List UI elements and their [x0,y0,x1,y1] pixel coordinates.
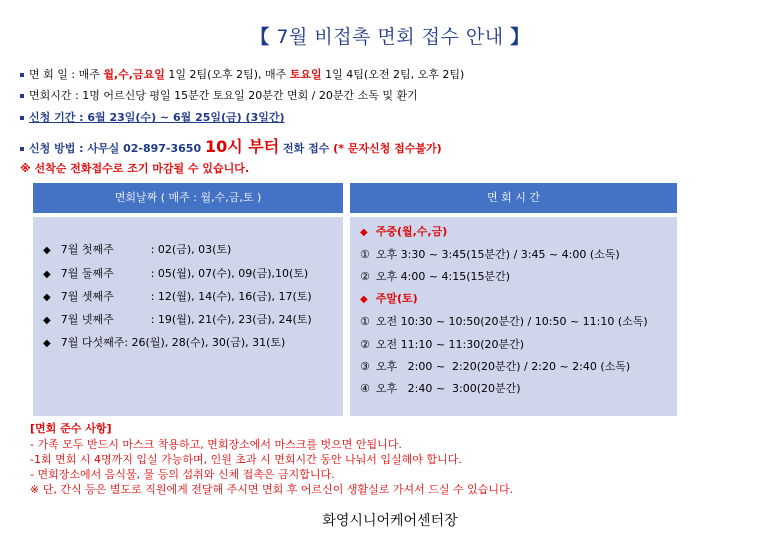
footer-signature: 화영시니어케어센터장 [322,513,458,529]
week-row: ◆ 7월 셋째주 : 12(월), 14(수), 16(금), 17(토) [43,290,312,303]
title-close-bracket: 】 [510,26,530,48]
info-apply-period: 신청 기간 : 6월 23일(수) ~ 6월 25일(금) (3일간) [20,109,285,125]
week-row: ◆ 7월 둘째주 : 05(월), 07(수), 09(금),10(토) [43,267,309,280]
time-slot: ① 오후 3:30 ~ 3:45(15분간) / 3:45 ~ 4:00 (소독) [360,248,620,261]
rules-title: [면회 준수 사항] [30,422,112,435]
left-panel-header: 면회날짜 ( 매주 : 월,수,금,토 ) [33,183,343,213]
diamond-icon: ◆ [360,294,368,305]
rules-item: -1회 면회 시 4명까지 입실 가능하며, 인원 초과 시 면회시간 동안 나눠서 입실해야 합니다. [30,453,462,466]
rules-item: - 면회장소에서 음식물, 물 등의 섭취와 신체 접촉은 금지합니다. [30,468,335,481]
weekday-title: ◆ 주중(월,수,금) [360,225,448,238]
bullet-square-icon [20,94,24,98]
left-panel-body [33,217,343,416]
bullet-square-icon [20,116,24,120]
diamond-icon: ◆ [43,315,51,326]
bullet-square-icon [20,147,24,151]
week-row: ◆ 7월 넷째주 : 19(월), 21(수), 23(금), 24(토) [43,313,312,326]
rules-item: ※ 단, 간식 등은 별도로 직원에게 전달해 주시면 면회 후 어르신이 생활실로 가셔서 드실 수 있습니다. [30,483,514,496]
info-visit-time: 면회시간 : 1명 어르신당 평일 15분간 토요일 20분간 면회 / 20분간 소독 및 환기 [20,87,418,103]
rules-item: - 가족 모두 반드시 마스크 착용하고, 면회장소에서 마스크를 벗으면 안됩니다. [30,438,402,451]
info-warning: ※ 선착순 전화접수로 조기 마감될 수 있습니다. [20,162,250,175]
title-text: 7월 비접촉 면회 접수 안내 [269,26,511,48]
diamond-icon: ◆ [43,245,51,256]
diamond-icon: ◆ [43,269,51,280]
time-slot: ③ 오후 2:00 ~ 2:20(20분간) / 2:20 ~ 2:40 (소독) [360,360,631,373]
time-slot: ① 오전 10:30 ~ 10:50(20분간) / 10:50 ~ 11:10 (소독) [360,315,648,328]
week-row: ◆ 7월 다섯째주: 26(월), 28(수), 30(금), 31(토) [43,336,286,349]
time-slot: ② 오후 4:00 ~ 4:15(15분간) [360,270,511,283]
week-row: ◆ 7월 첫째주 : 02(금), 03(토) [43,243,232,256]
bullet-square-icon [20,73,24,77]
right-panel-body [350,217,677,416]
info-visit-days: 면 회 일 : 매주 월,수,금요일 1일 2팀(오후 2팀), 매주 토요일 1일 4팀(오전 2팀, 오후 2팀) [20,66,464,82]
info-apply-method: 신청 방법 : 사무실 02-897-3650 10시 부터 전화 접수 (* 문자신청 접수불가) [20,134,442,157]
right-panel-header: 면 회 시 간 [350,183,677,213]
diamond-icon: ◆ [43,338,51,349]
time-slot: ② 오전 11:10 ~ 11:30(20분간) [360,338,525,351]
title-open-bracket: 【 [250,26,270,48]
weekend-title: ◆ 주말(토) [360,292,418,305]
time-slot: ④ 오후 2:40 ~ 3:00(20분간) [360,382,521,395]
diamond-icon: ◆ [43,292,51,303]
page-title [0,22,780,49]
diamond-icon: ◆ [360,227,368,238]
